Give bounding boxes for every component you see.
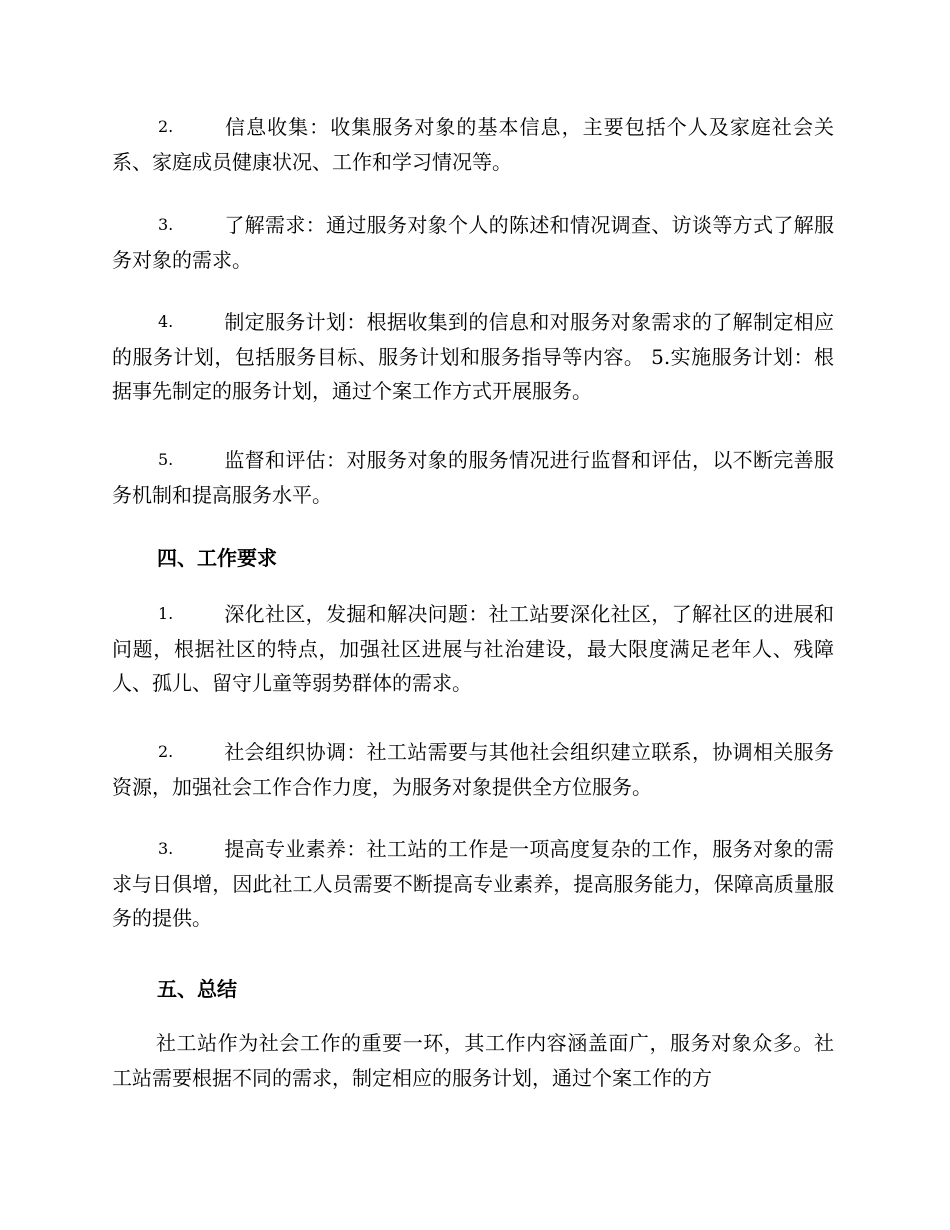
item-text: 制定服务计划：根据收集到的信息和对服务对象需求的了解制定相应的服务计划，包括服务目标、服务计划和服务指导等内容。 5.实施服务计划：根据事先制定的服务计划，通过个案工作方式开展服务。 <box>112 310 834 403</box>
section-heading: 四、工作要求 <box>157 546 277 570</box>
item-text: 深化社区，发掘和解决问题：社工站要深化社区，了解社区的进展和问题，根据社区的特点，加强社区进展与社治建设，最大限度满足老年人、残障人、孤儿、留守儿童等弱势群体的需求。 <box>112 602 834 695</box>
item-text: 提高专业素养：社工站的工作是一项高度复杂的工作，服务对象的需求与日俱增，因此社工人员需要不断提高专业素养，提高服务能力，保障高质量服务的提供。 <box>112 837 834 930</box>
summary-paragraph: 社工站作为社会工作的重要一环，其工作内容涵盖面广，服务对象众多。社工站需要根据不同的需求，制定相应的服务计划，通过个案工作的方 <box>112 1031 834 1090</box>
item-number: 5. <box>158 450 174 469</box>
item-text: 监督和评估：对服务对象的服务情况进行监督和评估，以不断完善服务机制和提高服务水平。 <box>112 448 834 507</box>
item-text: 信息收集：收集服务对象的基本信息，主要包括个人及家庭社会关系、家庭成员健康状况、工作和学习情况等。 <box>112 115 834 174</box>
list-item <box>112 597 834 701</box>
item-number: 2. <box>158 742 174 761</box>
list-item <box>112 110 834 179</box>
item-number: 3. <box>158 839 174 858</box>
list-item <box>112 443 834 512</box>
list-item <box>112 305 834 409</box>
item-number: 2. <box>158 117 174 136</box>
item-number: 3. <box>158 215 174 234</box>
list-item <box>112 208 834 277</box>
item-text: 了解需求：通过服务对象个人的陈述和情况调查、访谈等方式了解服务对象的需求。 <box>112 213 834 272</box>
item-number: 1. <box>158 604 174 623</box>
item-text: 社会组织协调：社工站需要与其他社会组织建立联系，协调相关服务资源，加强社会工作合作力度，为服务对象提供全方位服务。 <box>112 740 834 799</box>
list-item <box>112 735 834 804</box>
list-item <box>112 832 834 936</box>
item-number: 4. <box>158 312 174 331</box>
section-heading: 五、总结 <box>157 977 237 1001</box>
